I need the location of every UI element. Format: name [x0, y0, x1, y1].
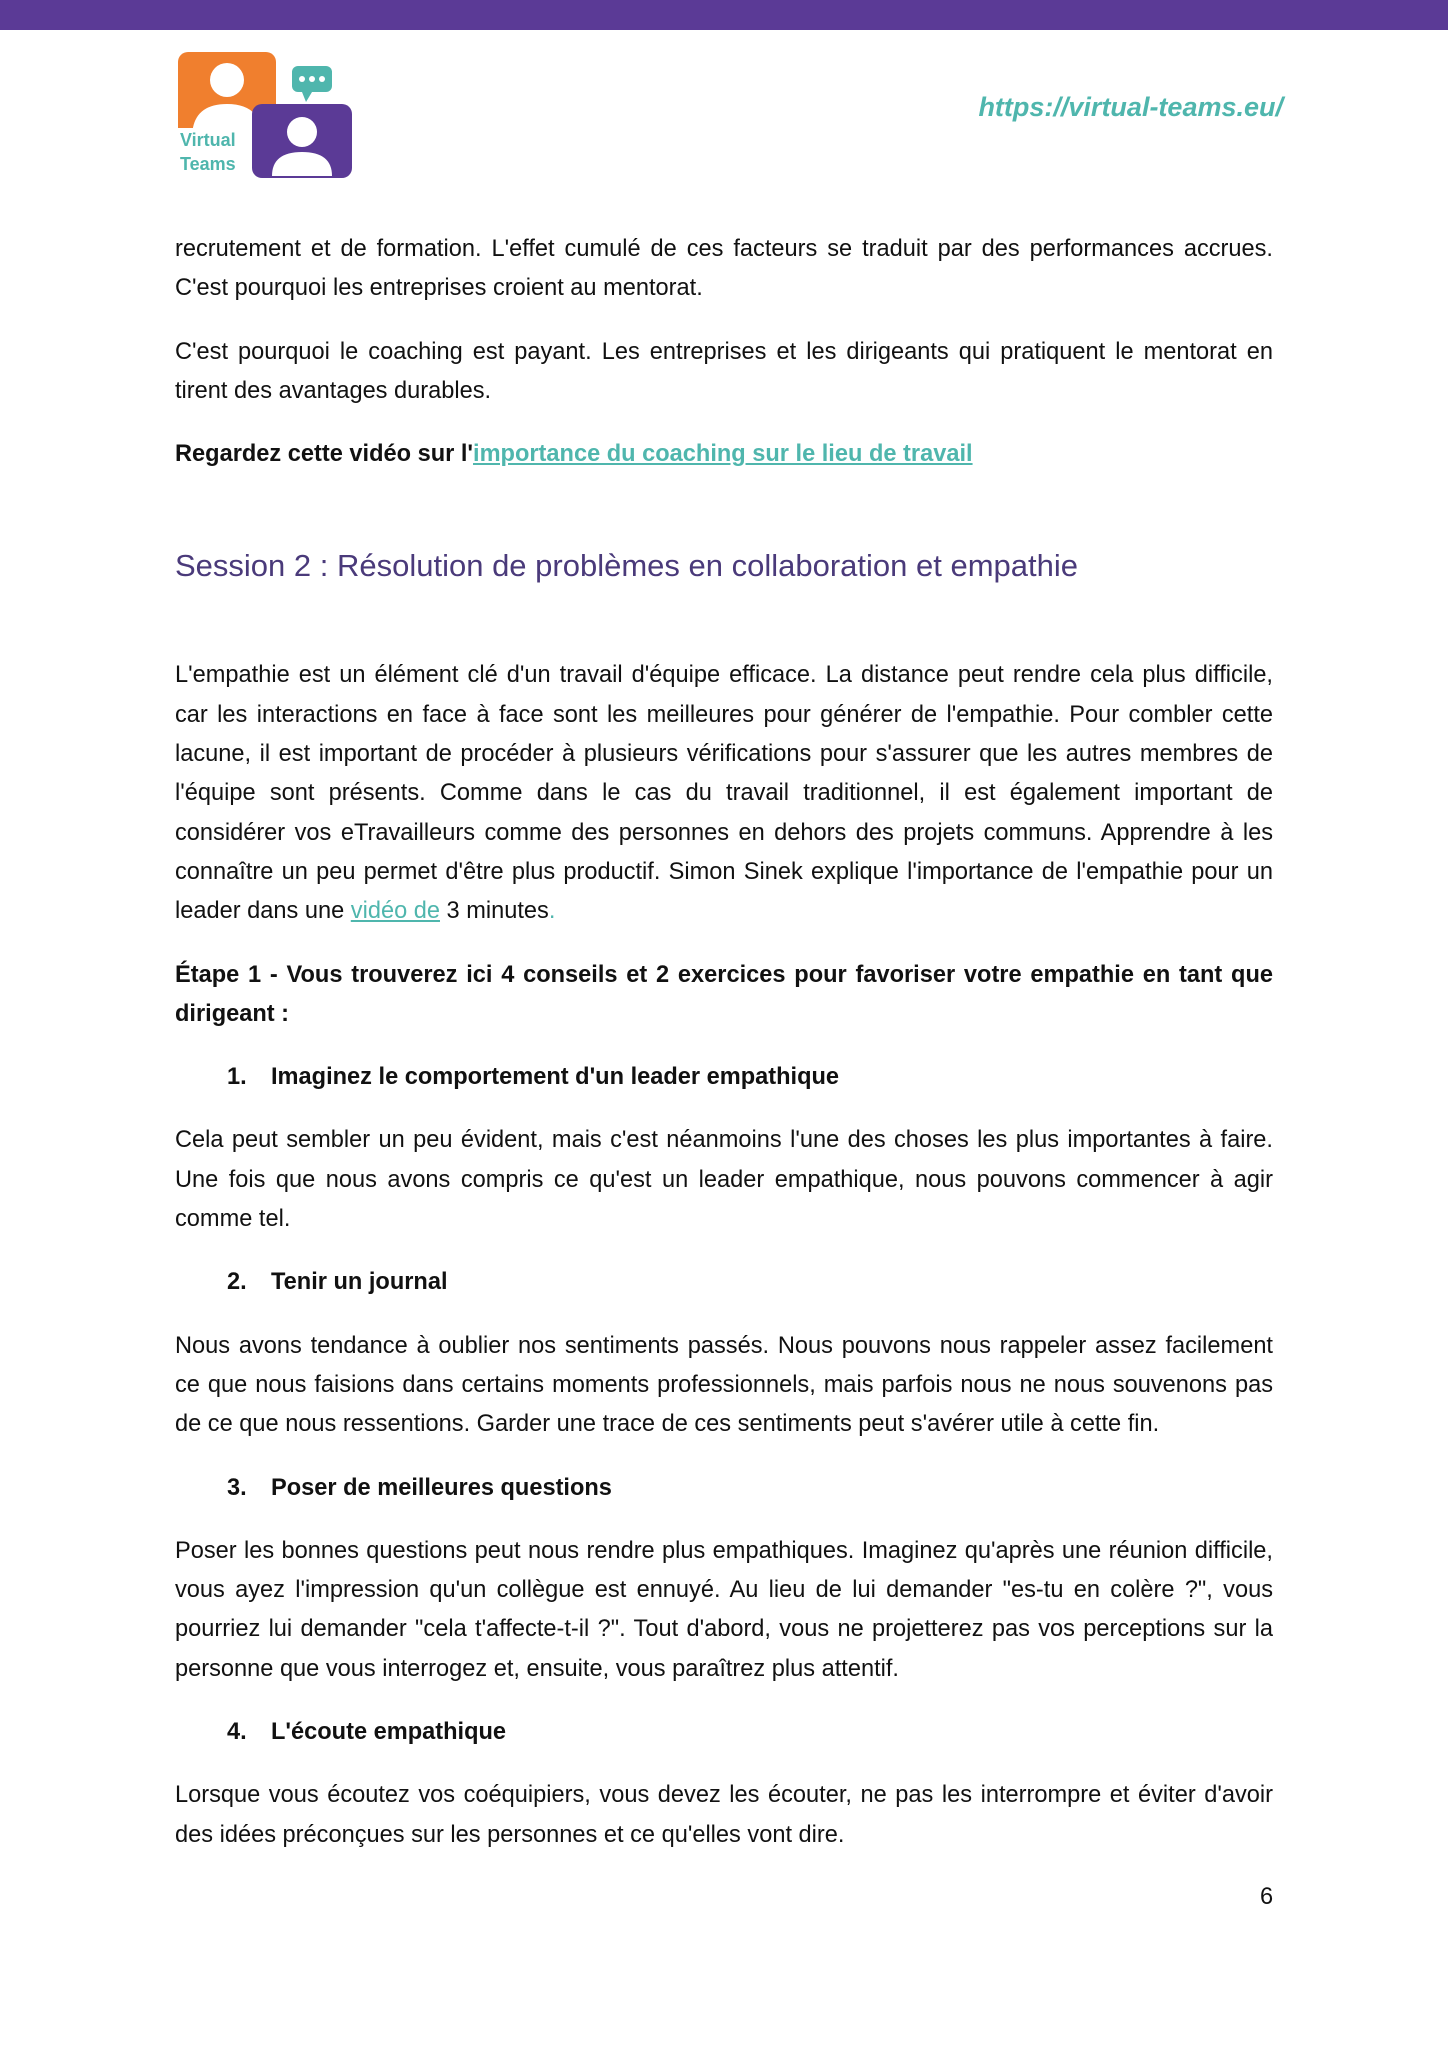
tip-paragraph: Cela peut sembler un peu évident, mais c'est néanmoins l'une des choses les plus importantes à faire. Une fois que nous avons compris ce qu'est un leader empathique, nous pouvons commencer à agir comme tel. — [175, 1127, 1273, 1233]
page-content — [175, 230, 1273, 1879]
virtual-teams-logo — [178, 52, 354, 180]
paragraph-recruitment: recrutement et de formation. L'effet cumulé de ces facteurs se traduit par des performances accrues. C'est pourquoi les entreprises croient au mentorat. — [175, 236, 1273, 302]
tip-title: L'écoute empathique — [271, 1719, 507, 1746]
coaching-video-link[interactable]: importance du coaching sur le lieu de travail — [473, 441, 973, 468]
paragraph-coaching-pays: C'est pourquoi le coaching est payant. Les entreprises et les dirigeants qui pratiquent le mentorat en tirent des avantages durables. — [175, 338, 1273, 404]
tip-paragraph: Lorsque vous écoutez vos coéquipiers, vous devez les écouter, ne pas les interrompre et éviter d'avoir des idées préconçues sur les personnes et ce qu'elles vont dire. — [175, 1782, 1273, 1848]
logo-text-line2: Teams — [180, 154, 236, 174]
tip-paragraph: Poser les bonnes questions peut nous rendre plus empathiques. Imaginez qu'après une réunion difficile, vous ayez l'impression qu'un collègue est ennuyé. Au lieu de lui demander "es-tu en colère ?", vous pourriez lui demander "cela t'affecte-t-il ?". Tout d'abord, vous ne projetterez pas vos perceptions sur la personne que vous interrogez et, ensuite, vous paraîtrez plus attentif. — [175, 1537, 1273, 1682]
empathy-suffix: 3 minutes — [439, 898, 549, 925]
tip-title: Tenir un journal — [271, 1269, 448, 1296]
paragraph-empathy — [175, 656, 1273, 931]
video-prefix: Regardez cette vidéo sur l' — [175, 441, 474, 468]
empathy-period: . — [548, 898, 556, 925]
header-url[interactable]: https://virtual-teams.eu/ — [978, 92, 1283, 122]
empathy-text: L'empathie est un élément clé d'un travail d'équipe efficace. La distance peut rendre cela plus difficile, car les interactions en face à face sont les meilleures pour générer de l'empathie. Pour combler cette lacune, il est important de procéder à plusieurs vérifications pour s'assurer que les autres membres de l'équipe sont présents. Comme dans le cas du travail traditionnel, il est également important de considérer vos eTravailleurs comme des personnes en dehors des projets communs. Apprendre à les connaître un peu permet d'être plus productif. Simon Sinek explique l'importance de l'empathie pour un leader dans une — [175, 662, 1273, 925]
list-item-heading: 2. Tenir un journal — [227, 1269, 448, 1296]
tip-title: Imaginez le comportement d'un leader empathique — [271, 1064, 840, 1091]
logo-text-line1: Virtual — [180, 130, 236, 150]
sinek-video-link[interactable]: vidéo de — [350, 898, 440, 925]
list-item-heading: 1. Imaginez le comportement d'un leader empathique — [227, 1064, 840, 1091]
tip-paragraph: Nous avons tendance à oublier nos sentiments passés. Nous pouvons nous rappeler assez facilement ce que nous faisions dans certains moments professionnels, mais parfois nous ne nous souvenons pas de ce que nous ressentions. Garder une trace de ces sentiments peut s'avérer utile à cette fin. — [175, 1332, 1273, 1438]
tip-title: Poser de meilleures questions — [271, 1474, 612, 1501]
section-title: Session 2 : Résolution de problèmes en collaboration et empathie — [175, 548, 1078, 584]
page-number: 6 — [1260, 1884, 1274, 1910]
top-bar — [0, 0, 1448, 30]
list-item-heading: 3. Poser de meilleures questions — [227, 1474, 612, 1501]
list-item-heading: 4. L'écoute empathique — [227, 1719, 507, 1746]
step1-heading: Étape 1 - Vous trouverez ici 4 conseils et 2 exercices pour favoriser votre empathie en tant que dirigeant : — [175, 961, 1273, 1027]
video-line — [175, 435, 1273, 474]
